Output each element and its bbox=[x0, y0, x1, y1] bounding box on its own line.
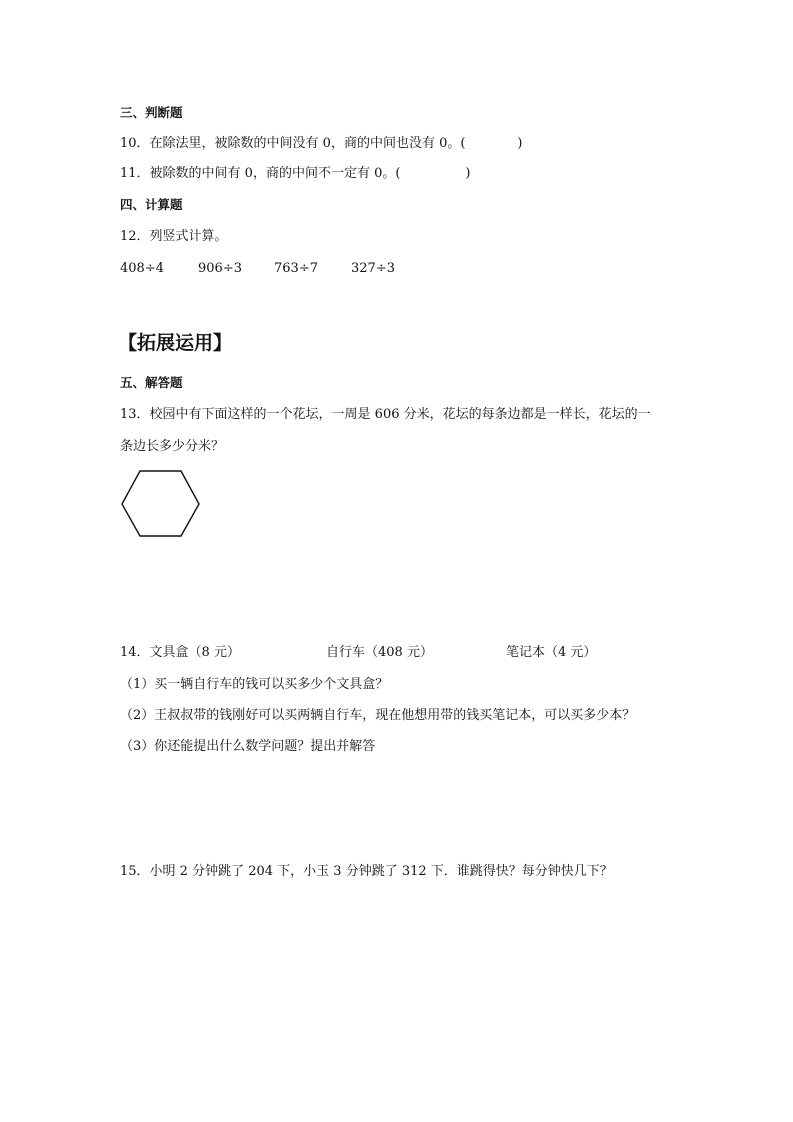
calc-row bbox=[120, 260, 520, 278]
question-14-sub-2: （2）王叔叔带的钱刚好可以买两辆自行车，现在他想用带的钱买笔记本，可以买多少本？ bbox=[120, 708, 636, 723]
question-13-line-2: 条边长多少分米？ bbox=[120, 439, 225, 454]
calc-item: 763÷7 bbox=[274, 261, 318, 276]
question-12: 12．列竖式计算。 bbox=[120, 229, 228, 244]
item-bicycle: 自行车（408 元） bbox=[326, 645, 433, 660]
question-14-sub-3: （3）你还能提出什么数学问题？提出并解答 bbox=[120, 739, 376, 754]
section-5-title: 五、解答题 bbox=[120, 375, 183, 390]
calc-item: 906÷3 bbox=[198, 261, 242, 276]
question-10: 10．在除法里，被除数的中间没有 0，商的中间也没有 0。( ) bbox=[120, 136, 523, 151]
extension-banner: 【拓展运用】 bbox=[118, 332, 233, 354]
item-pencil-box: 14．文具盒（8 元） bbox=[120, 645, 240, 660]
section-3-title: 三、判断题 bbox=[120, 105, 183, 120]
calc-item: 327÷3 bbox=[351, 261, 395, 276]
question-13-line-1: 13．校园中有下面这样的一个花坛，一周是 606 分米，花坛的每条边都是一样长，花坛的一 bbox=[120, 407, 651, 422]
question-11: 11．被除数的中间有 0，商的中间不一定有 0。( ) bbox=[120, 166, 471, 181]
question-14-items bbox=[120, 644, 620, 662]
hexagon-icon bbox=[120, 469, 202, 539]
question-14-sub-1: （1）买一辆自行车的钱可以买多少个文具盒？ bbox=[120, 677, 389, 692]
calc-item: 408÷4 bbox=[120, 261, 164, 276]
question-15: 15．小明 2 分钟跳了 204 下，小玉 3 分钟跳了 312 下．谁跳得快？每分钟快几下？ bbox=[120, 864, 613, 879]
item-notebook: 笔记本（4 元） bbox=[506, 645, 597, 660]
section-4-title: 四、计算题 bbox=[120, 197, 183, 212]
